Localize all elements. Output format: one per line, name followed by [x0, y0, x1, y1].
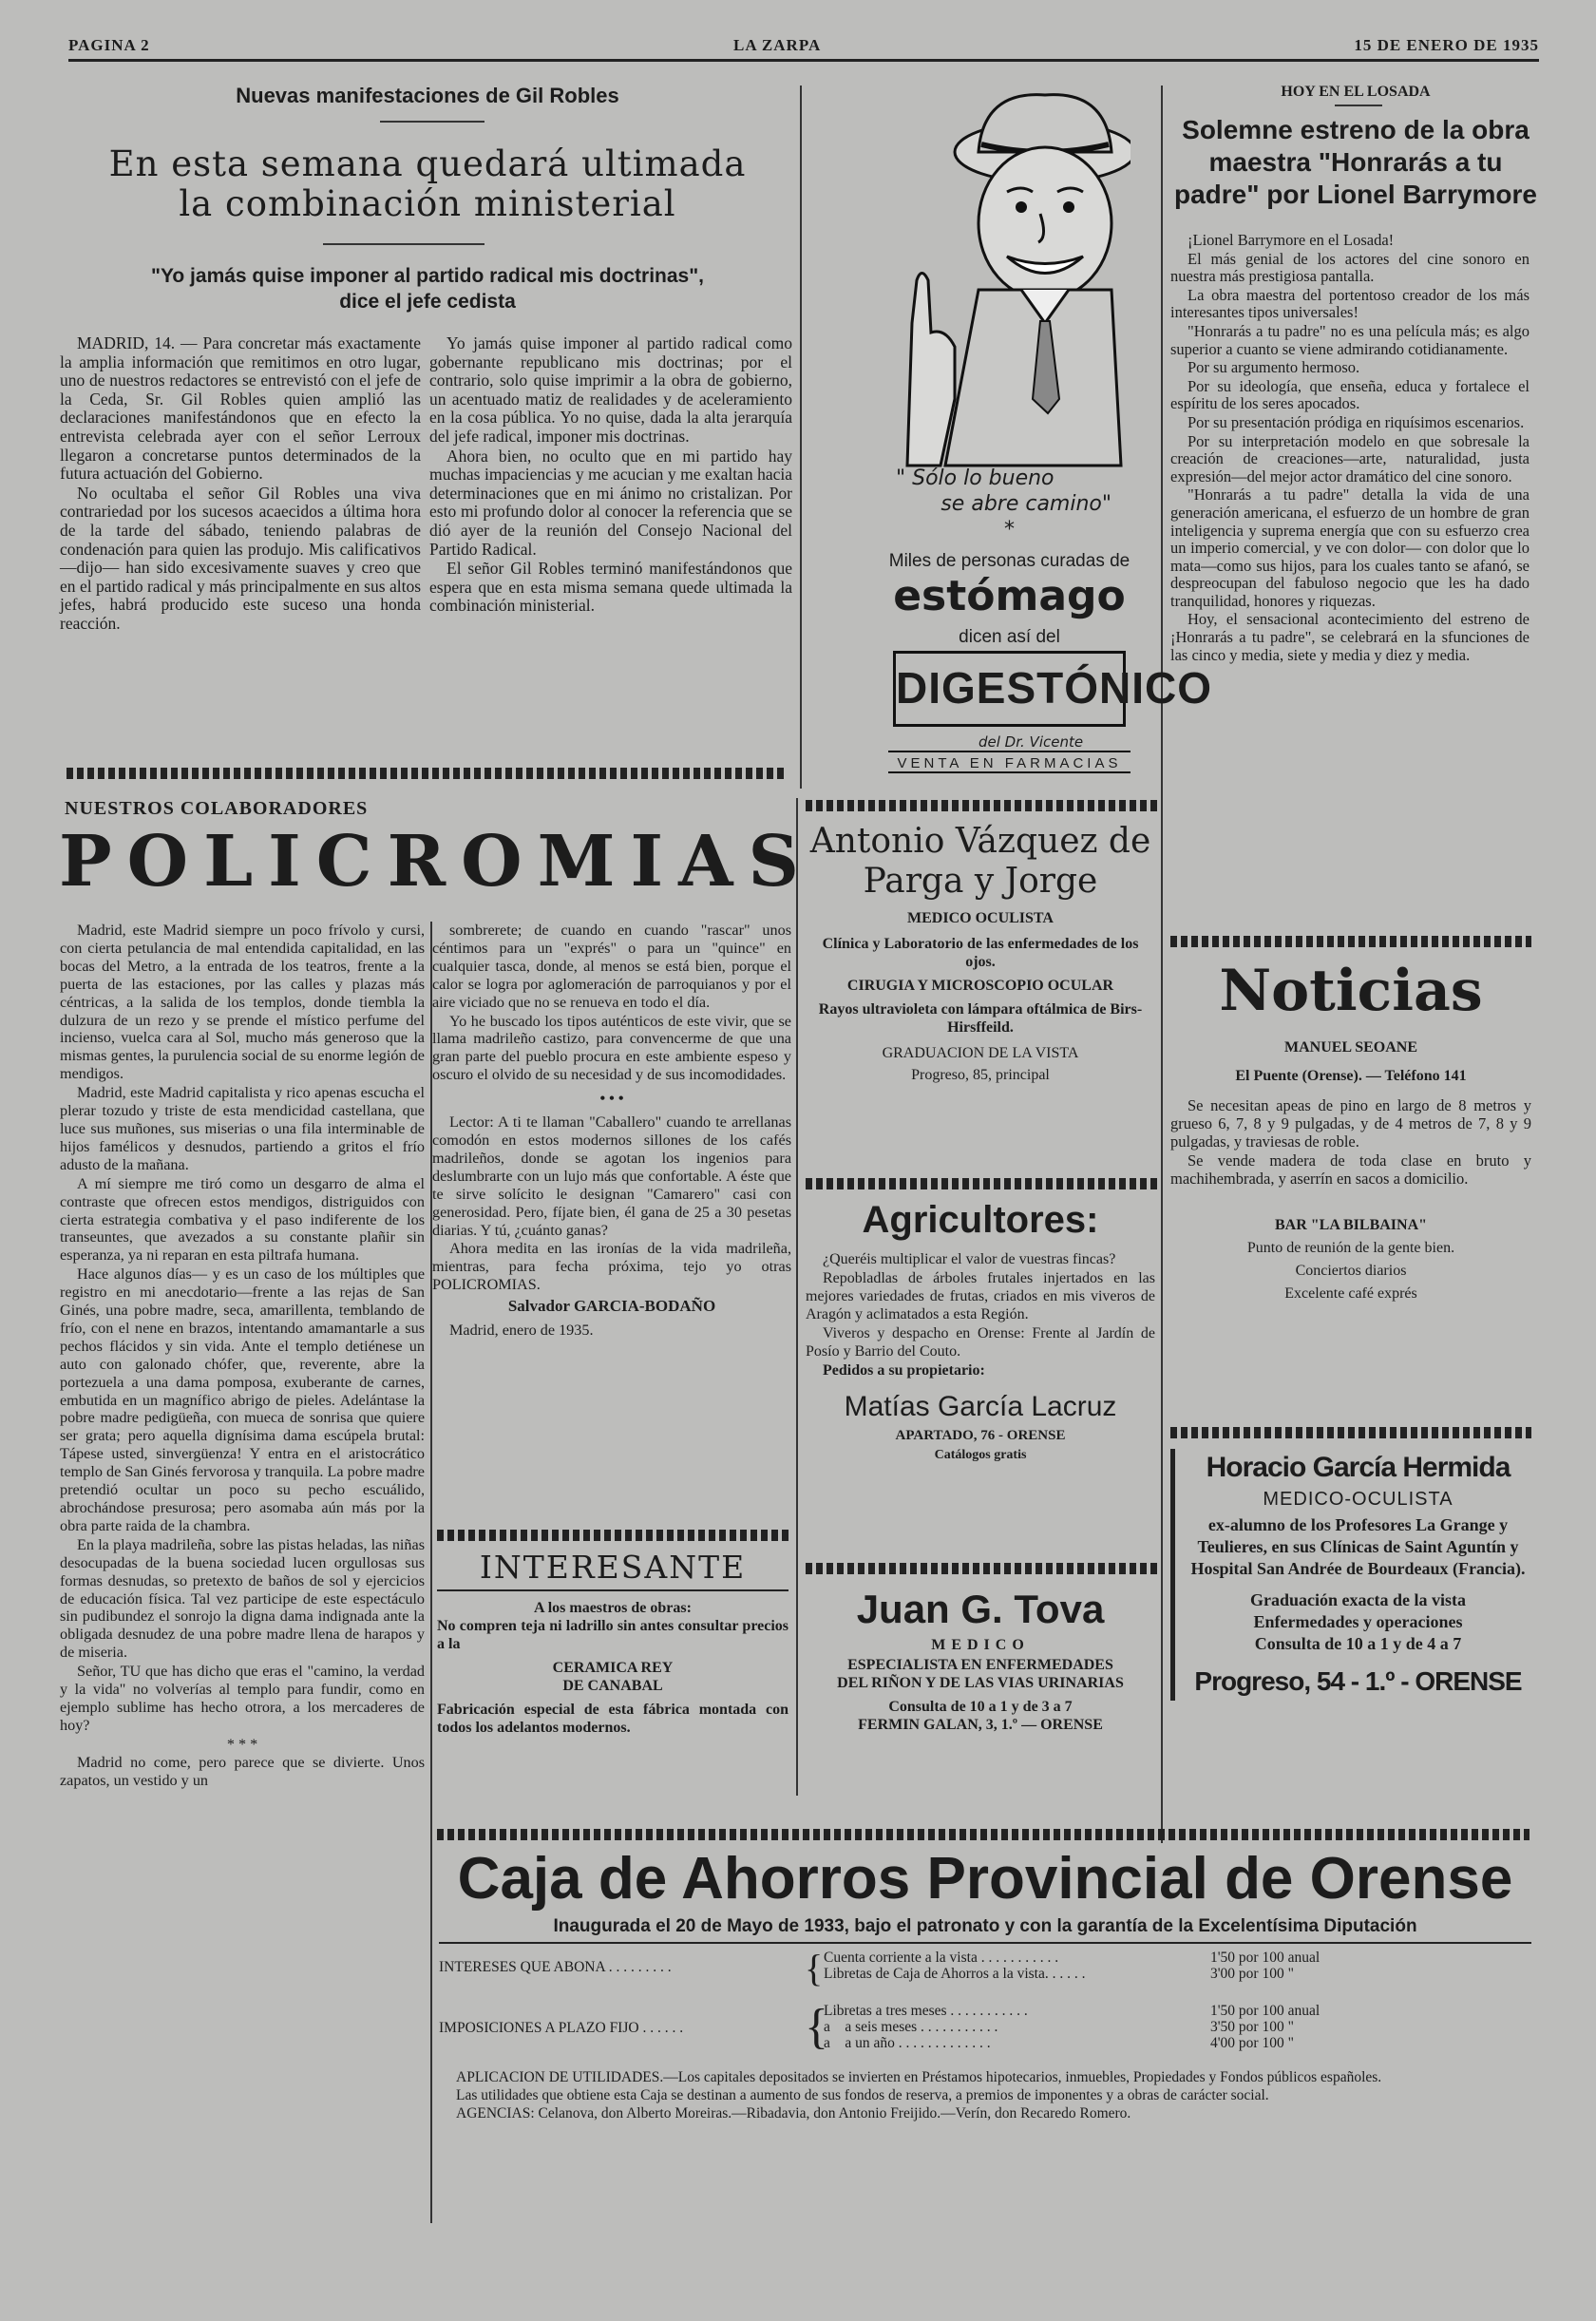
- bar-name: BAR "LA BILBAINA": [1274, 1217, 1428, 1234]
- paragraph: Lector: A ti te llaman "Caballero" cuando te arrellanas comodón en estos modernos sillones de los cafés madrileños, donde se agotan los ingenios para deslumbrarte con un lujo más que confortable. A éste que te sirve solícito le designan "Camarero" casi con generosidad. Pero, fíjate bien, él gana de 25 a 30 pesetas diarias. Y tú, ¿cuánto ganas?: [432, 1113, 791, 1239]
- paragraph: Hoy, el sensacional acontecimiento del estreno de ¡Honrarás a tu padre", se celebrará en la sfunciones de las cinco y media, siete y media y diez y media.: [1170, 610, 1530, 664]
- agricultores-ad: [806, 1199, 1155, 1464]
- dashed-rule: [66, 768, 785, 779]
- brand-name: DE CANABAL: [562, 1678, 663, 1694]
- policromias-column: [60, 922, 425, 1791]
- policromias-column: [432, 922, 791, 1341]
- losada-headline: Solemne estreno de la obra maestra "Honrarás a tu padre" por Lionel Barrymore: [1173, 115, 1538, 209]
- ad-line: A los maestros de obras:: [534, 1600, 692, 1616]
- vazquez-ad: [806, 822, 1155, 1084]
- rate-value: 1'50 por 100 anual: [1210, 1950, 1320, 1966]
- header-rule: [68, 59, 1539, 62]
- ad-line: ESPECIALISTA EN ENFERMEDADES: [847, 1657, 1113, 1673]
- ad-line: Viveros y despacho en Orense: Frente al Jardín de Posío y Barrio del Couto.: [806, 1325, 1155, 1360]
- paragraph: ¡Lionel Barrymore en el Losada!: [1188, 231, 1395, 249]
- subtitle-line: "Yo jamás quise imponer al partido radical mis doctrinas",: [150, 265, 705, 287]
- ad-line: Miles de personas curadas de: [888, 551, 1130, 571]
- dashed-rule: [437, 1530, 788, 1541]
- section-kicker: HOY EN EL LOSADA: [1281, 84, 1431, 100]
- rate-row-label: Libretas de Caja de Ahorros a la vista. . . . . .: [824, 1966, 1086, 1982]
- dashed-rule: [1170, 936, 1531, 947]
- ad-line: Progreso, 85, principal: [911, 1067, 1050, 1083]
- headline-line: En esta semana quedará ultimada: [108, 143, 747, 184]
- paragraph: Madrid, este Madrid siempre un poco frívolo y cursi, con cierta petulancia de mal entendida capitalidad, en las bocas del Metro, a la entrada de los teatros, frente a la puerta de las estaciones, por las calles y plazas más céntricas, a la salida de los templos, donde tiembla la dulzura de un rezo y se prende el místico perfume del incienso, vuelca cara al Sol, mucho más generoso que la mismas gentes, la purulencia social de su enorme legión de mendigos.: [60, 922, 425, 1083]
- digestonico-ad: [888, 86, 1213, 771]
- slogan-line: se abre camino": [940, 492, 1112, 516]
- dashed-rule: [806, 1178, 1157, 1189]
- paragraph: Se necesitan apeas de pino en largo de 8 metros y grueso 6, 7, 8 y 9 pulgadas, y de 4 metros de 7, 8 y 9 pulgadas, y traviesas de roble.: [1170, 1096, 1531, 1151]
- ad-title: Caja de Ahorros Provincial de Orense: [457, 1846, 1513, 1912]
- dashed-rule: [1170, 1427, 1531, 1438]
- ad-line: Consulta de 10 a 1 y de 4 a 7: [1254, 1634, 1462, 1653]
- author: MANUEL SEOANE: [1283, 1039, 1418, 1056]
- page-number: PAGINA 2: [68, 36, 150, 54]
- rate-value: 1'50 por 100 anual: [1210, 2003, 1320, 2019]
- paragraph: La obra maestra del portentoso creador de los más interesantes tipos universales!: [1170, 285, 1530, 322]
- rate-row-label: Libretas a tres meses . . . . . . . . . . .: [824, 2003, 1028, 2019]
- owner-name: Matías García Lacruz: [844, 1391, 1117, 1422]
- author-signature: Salvador GARCIA-BODAÑO: [507, 1297, 716, 1316]
- paragraph: Se vende madera de toda clase en bruto y machihembrada, y aserrín en sacos a domicilio.: [1170, 1151, 1531, 1189]
- paragraph: El más genial de los actores del cine sonoro en nuestra más prestigiosa pantalla.: [1170, 249, 1530, 286]
- doctor-name: Horacio García Hermida: [1206, 1452, 1510, 1483]
- ad-line: MEDICO: [931, 1637, 1030, 1653]
- brand-name: CERAMICA REY: [552, 1660, 674, 1676]
- rate-row-label: a a un año . . . . . . . . . . . . .: [824, 2035, 991, 2051]
- paragraph: Yo jamás quise imponer al partido radical como gobernante republicano mis doctrinas; por el contrario, solo quise imprimir a la obra de gobierno, un acentuado matiz de realidades y de aceleramiento en la cosa pública. Yo no quise, dada la alta jerarquía del jefe radical, imponer mis doctrinas.: [429, 333, 792, 446]
- ad-line: FERMIN GALAN, 3, 1.º — ORENSE: [858, 1717, 1103, 1733]
- dashed-rule: [806, 800, 1157, 811]
- paragraph: sombrerete; de cuando en cuando "rascar" unos céntimos para un "exprés" o para un "quince" en cualquier tasca, donde, al menos se está bien, porque el calor se logra por aglomeración de parroquianos y por el aire viciado que no se renueva en todo el día.: [432, 922, 791, 1011]
- column-rule: [800, 86, 802, 789]
- article-headline: [57, 144, 798, 224]
- paragraph: Hace algunos días— y es un caso de los múltiples que registro en mi anecdotario—frente a las rejas de San Ginés, una pobre madre, seca, amarillenta, temblando de frío, con el nene en brazos, intentando amamantarle a sus pechos flácidos y sin vida. Ante el templo detiénese un auto con galonado chófer, que, reverente, abre la portezuela a una dama pomposa, exuberante de carnes, embutida en un magnífico abrigo de pieles. Adelántase la pobre madre pedigüeña, con mueca de sonrisa que quiere ser grata; pero aquella dignísima dama escúpela brutal: Tápese usted, sinvergüenza! Y entra en el aristocrático templo de San Ginés fervorosa y tranquila. La pobre madre pretendió ocultar un poco su pecho escuálido, abrochándose presurosa; pero asomaba aún más por la obra parte raida de la chambra.: [60, 1265, 425, 1534]
- ad-line: Conciertos diarios: [1295, 1263, 1407, 1280]
- paragraph: AGENCIAS: Celanova, don Alberto Moreiras.—Ribadavia, don Antonio Freijido.—Verín, don Recaredo Romero.: [456, 2105, 1131, 2121]
- paragraph: Por su argumento hermoso.: [1188, 358, 1360, 377]
- ad-line: MEDICO-OCULISTA: [1263, 1489, 1454, 1510]
- rate-row-label: Cuenta corriente a la vista . . . . . . . . . . .: [824, 1950, 1059, 1966]
- dashed-rule: [437, 1829, 1530, 1840]
- divider: [380, 121, 484, 123]
- paragraph: Ahora bien, no oculto que en mi partido hay muchas impaciencias y me acucian y me exaltan hacia determinaciones que en mi ánimo no cristalizan. Por esto mi profundo dolor al conocer la referencia que se dió ayer de la reunión del Consejo Nacional del Partido Radical.: [429, 446, 792, 559]
- ad-sale-line: VENTA EN FARMACIAS: [888, 751, 1130, 773]
- losada-body: [1170, 232, 1530, 665]
- ad-line: Pedidos a su propietario:: [823, 1362, 985, 1379]
- man-illustration: [888, 86, 1130, 475]
- ad-title: INTERESANTE: [437, 1549, 788, 1591]
- divider: [1335, 105, 1382, 106]
- ad-line: Punto de reunión de la gente bien.: [1246, 1240, 1455, 1257]
- doctor-name: Juan G. Tova: [856, 1587, 1105, 1631]
- paragraph: Yo he buscado los tipos auténticos de este vivir, que se llama madrileño castizo, para convencerme de que una gran parte del pueblo procura en este ambiente espeso y oscuro el olvido de su necesidad y de sus incomodidades.: [432, 1012, 791, 1084]
- headline-line: la combinación ministerial: [179, 183, 676, 224]
- ad-line: Enfermedades y operaciones: [1253, 1612, 1463, 1631]
- ad-title: Agricultores:: [862, 1199, 1099, 1241]
- article-subtitle: [57, 263, 798, 314]
- paragraph: No ocultaba el señor Gil Robles una viva contrariedad por los sucesos acaecidos a última hora de la tarde del sábado, teniendo palabras de condenación para quien las produjo. Mis calificativos —dijo— han sido excesivamente suaves y creo que en el partido radical y más principalmente en sus altos jefes, habrá producido este suceso una honda reacción.: [60, 483, 421, 633]
- paragraph: "Honrarás a tu padre" detalla la vida de una generación americana, el esfuerzo de un hombre de gran inteligencia y suprema energía que con su esfuerzo crea un imperio comercial, y ve con dolor— con dolor que lo mata—como sus hijos, para los cuales tanto se afanó, se despreocupan del fabuloso negocio que les ha dado tranquilidad, honores y riquezas.: [1170, 485, 1530, 610]
- ad-line: GRADUACION DE LA VISTA: [882, 1045, 1079, 1061]
- section-title: Noticias: [1219, 958, 1483, 1024]
- rate-value: 4'00 por 100 ": [1210, 2035, 1294, 2051]
- star: *: [1004, 518, 1015, 542]
- paragraph: MADRID, 14. — Para concretar más exactamente la amplia información que remitimos en otro lugar, uno de nuestros redactores se entrevistó con el jefe de la Ceda, Sr. Gil Robles quien amplió las declaraciones manifestándonos que en efecto la entrevista celebrada ayer con el señor Lerroux llegaron a concretarse puntos determinados de la futura actuación del Gobierno.: [60, 333, 421, 484]
- policromias-title: POLICROMIAS: [59, 821, 814, 903]
- dashed-rule: [806, 1563, 1157, 1574]
- ad-line: Catálogos gratis: [934, 1447, 1027, 1462]
- ad-line: APARTADO, 76 - ORENSE: [895, 1428, 1066, 1443]
- doctor-name: Antonio Vázquez de Parga y Jorge: [809, 822, 1151, 901]
- slogan-line: " Sólo lo bueno: [896, 466, 1054, 490]
- ad-slogan: [888, 466, 1130, 542]
- rate-value: 3'00 por 100 ": [1210, 1966, 1294, 1982]
- paragraph: Ahora medita en las ironías de la vida madrileña, mientras, para fecha próxima, tejo yo otras POLICROMIAS.: [432, 1240, 791, 1294]
- ad-line: MEDICO OCULISTA: [907, 910, 1054, 926]
- paragraph: Por su interpretación modelo en que sobresale la creación de creaciones—arte, naturalidad, justa expresión—del mejor actor dramático del cine sonoro.: [1170, 431, 1530, 485]
- paragraph: Por su presentación pródiga en riquísimos escenarios.: [1188, 412, 1525, 431]
- paragraph: El señor Gil Robles terminó manifestándonos que espera que en esta misma semana quede ultimada la combinación ministerial.: [429, 559, 792, 616]
- paragraph: Madrid no come, pero parece que se divierte. Unos zapatos, un vestido y un: [60, 1753, 425, 1789]
- ad-line: Repobladlas de árboles frutales injertados en las mejores variedades de frutas, criados en mis viveros de Aragón y aclimatados a esta Región.: [806, 1270, 1155, 1322]
- section-kicker: NUESTROS COLABORADORES: [65, 798, 369, 819]
- ad-line: Clínica y Laboratorio de las enfermedades de los ojos.: [822, 936, 1139, 970]
- dateline: Madrid, enero de 1935.: [449, 1322, 594, 1340]
- ad-line: Consulta de 10 a 1 y de 3 a 7: [888, 1699, 1073, 1715]
- rate-row-label: a a seis meses . . . . . . . . . . .: [824, 2019, 998, 2035]
- caja-ahorros-ad: Caja de Ahorros Provincial de Orense Inaugurada el 20 de Mayo de 1933, bajo el patronato y con la garantía de la Excelentísima Diputación INTERESES QUE ABONA . . . . . . . . . { Cuenta corriente a la vista . . . . . . . . . . . Libretas de Caja de Ahorros a la vista. . . . . . 1'50 por 100 anual 3'00 por 100 " IMPOSICIONES A PLAZO FIJO . . . . . . { Libretas a tres meses . . . . . . . . . . . a a seis meses . . . . . . . . . . . a a un año . . . . . . . . . . . . . 1'50 por 100 anual 3'50 por 100 " 4'00 por 100 " APLICACION DE UTILIDADES.—Los capitales depositados se invierten en Préstamos hipotecarios, inmuebles, Propiedades y Fondos públicos españoles. Las utilidades que obtiene esta Caja se destinan a aumento de sus fondos de reserva, a premios de imponentes y a obras de carácter social. AGENCIAS: Celanova, don Alberto Moreiras.—Ribadavia, don Antonio Freijido.—Verín, don Recaredo Romero.: [439, 1843, 1531, 2123]
- brand-name: DIGESTÓNICO: [893, 651, 1126, 727]
- address: Progreso, 54 - 1.º - ORENSE: [1194, 1666, 1522, 1696]
- ad-line: Fabricación especial de esta fábrica montada con todos los adelantos modernos.: [437, 1702, 788, 1736]
- ad-keyword: estómago: [893, 572, 1126, 620]
- interesante-ad: [437, 1549, 788, 1796]
- tova-ad: [806, 1587, 1155, 1734]
- paragraph: "Honrarás a tu padre" no es una película más; es algo superior a cuanto se viene admirando cotidianamente.: [1170, 321, 1530, 358]
- noticias-box: [1170, 955, 1531, 1303]
- article-column: [429, 334, 792, 617]
- ad-line: DEL RIÑON Y DE LAS VIAS URINARIAS: [837, 1675, 1124, 1691]
- paragraph: Madrid, este Madrid capitalista y rico apenas escucha el plerar tozudo y triste de esta mendicidad castellana, que luce sus muñones, sus miserias o una fila interminable de hijos famélicos y desnudos, partiendo a gritos el frío adusto de la mañana.: [60, 1084, 425, 1173]
- separator: • • •: [599, 1090, 624, 1108]
- separator: * * *: [226, 1735, 258, 1753]
- ad-line: Graduación exacta de la vista: [1250, 1590, 1466, 1609]
- ad-line: dicen así del: [959, 627, 1060, 647]
- ad-line: Excelente café exprés: [1284, 1285, 1417, 1303]
- paragraph: En la playa madrileña, sobre las pistas heladas, las niñas desocupadas de la buena sociedad lucen orgullosas sus formas desnudas, so pretexto de baños de sol y ejercicios de educación física. Tal vez participe de este espectáculo sin pudibundez el sonrojo la digna dama indignada ante la obligada desnudez de una pobre madre llena de harapos y de miseria.: [60, 1535, 425, 1662]
- page-header: [68, 36, 1539, 65]
- ad-line: No compren teja ni ladrillo sin antes consultar precios a la: [437, 1618, 788, 1652]
- column-rule: [796, 798, 798, 1796]
- column-rule: [1161, 86, 1163, 1843]
- hermida-ad: [1170, 1449, 1531, 1701]
- paragraph: Las utilidades que obtiene esta Caja se destinan a aumento de sus fondos de reserva, a premios de imponentes y a obras de carácter social.: [456, 2087, 1269, 2103]
- divider: [323, 243, 484, 245]
- issue-date: 15 DE ENERO DE 1935: [1354, 36, 1539, 54]
- dateline: El Puente (Orense). — Teléfono 141: [1235, 1067, 1467, 1084]
- article-kicker: Nuevas manifestaciones de Gil Robles: [236, 84, 619, 107]
- rate-group-label: INTERESES QUE ABONA . . . . . . . . .: [439, 1959, 672, 1975]
- article-column: [60, 334, 421, 635]
- paragraph: APLICACION DE UTILIDADES.—Los capitales depositados se invierten en Préstamos hipotecarios, inmuebles, Propiedades y Fondos públicos españoles.: [456, 2069, 1382, 2085]
- ad-line: ex-alumno de los Profesores La Grange y Teulieres, en sus Clínicas de Saint Aguntín y Hospital San Andrée de Bourdeaux (Francia).: [1190, 1515, 1526, 1578]
- ad-line: Rayos ultravioleta con lámpara oftálmica de Birs-Hirsffeild.: [818, 1001, 1143, 1036]
- subtitle-line: dice el jefe cedista: [339, 291, 516, 313]
- paragraph: A mí siempre me tiró como un desgarro de alma el contraste que ofrecen estos mendigos, distriguidos con cierta estrategia combativa y el paso indiferente de los transeuntes, que avezados a su constante plañir sin esperanza, ya ni reparan en esta piltrafa humana.: [60, 1174, 425, 1265]
- ad-author: del Dr. Vicente: [978, 733, 1084, 751]
- ad-line: ¿Queréis multiplicar el valor de vuestras fincas?: [823, 1251, 1116, 1267]
- paragraph: Señor, TU que has dicho que eras el "camino, la verdad y la vida" no volverías al templo para fundir, como en ejemplo sublime has hecho otrora, a los mercaderes de hoy?: [60, 1663, 425, 1734]
- ad-subtitle: Inaugurada el 20 de Mayo de 1933, bajo el patronato y con la garantía de la Excelentísima Diputación: [439, 1915, 1531, 1944]
- paragraph: Por su ideología, que enseña, educa y fortalece el espíritu de los seres apocados.: [1170, 376, 1530, 413]
- rate-group-label: IMPOSICIONES A PLAZO FIJO . . . . . .: [439, 2020, 684, 2036]
- newspaper-name: LA ZARPA: [733, 36, 822, 54]
- rate-value: 3'50 por 100 ": [1210, 2019, 1294, 2035]
- ad-line: CIRUGIA Y MICROSCOPIO OCULAR: [846, 978, 1114, 994]
